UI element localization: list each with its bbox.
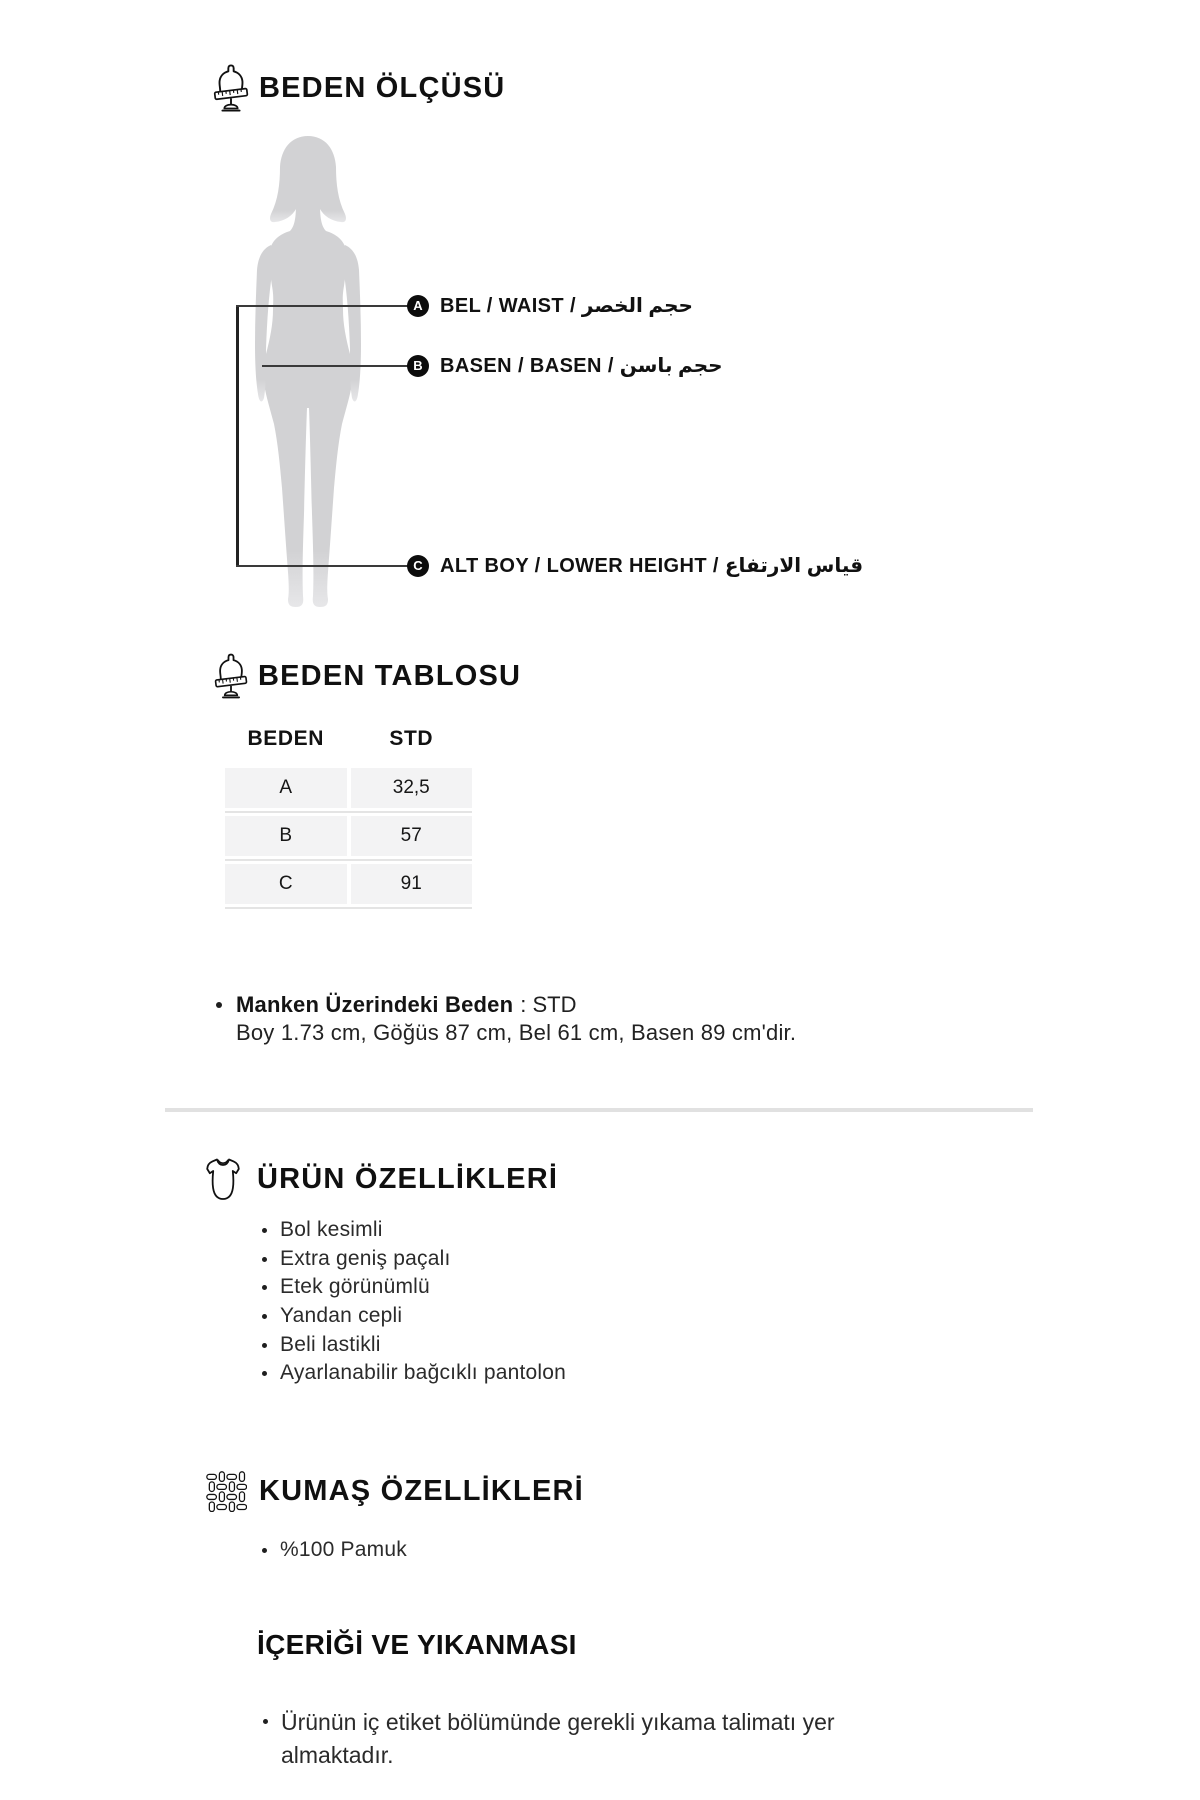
- size-table: [225, 726, 472, 912]
- measure-line-a: [236, 305, 408, 307]
- mannequin-icon: [213, 652, 249, 700]
- bullet-dot: [262, 1228, 267, 1233]
- measure-label-lower-height: ALT BOY / LOWER HEIGHT / قياس الارتفاع: [440, 555, 864, 577]
- bullet-dot: [262, 1343, 267, 1348]
- fabric-features-title: KUMAŞ ÖZELLİKLERİ: [259, 1474, 584, 1507]
- body-silhouette: [246, 134, 370, 608]
- size-guide-header: [212, 63, 505, 113]
- measure-bracket: [236, 306, 239, 567]
- list-item: Beli lastikli: [262, 1331, 566, 1360]
- model-size-note: [216, 990, 796, 1046]
- model-size-label: Manken Üzerindeki Beden: [236, 992, 514, 1017]
- bullet-dot: [263, 1719, 268, 1724]
- care-note: [263, 1706, 935, 1772]
- row-value: 57: [351, 816, 473, 856]
- bullet-dot: [262, 1548, 267, 1553]
- fabric-features-list: [262, 1536, 407, 1565]
- column-header-std: STD: [389, 727, 434, 750]
- bullet-dot: [262, 1371, 267, 1376]
- row-value: 91: [351, 864, 473, 904]
- bullet-dot: [262, 1314, 267, 1319]
- size-table-head: [225, 726, 472, 752]
- row-label: B: [225, 816, 347, 856]
- row-label: A: [225, 768, 347, 808]
- list-item: Yandan cepli: [262, 1302, 566, 1331]
- measure-label-waist: BEL / WAIST / حجم الخصر: [440, 295, 693, 317]
- product-features-title: ÜRÜN ÖZELLİKLERİ: [257, 1162, 559, 1195]
- mannequin-icon: [212, 63, 250, 113]
- product-features-header: [203, 1156, 558, 1202]
- product-features-list: [262, 1216, 566, 1388]
- size-table-header: [213, 652, 521, 700]
- list-item: Ayarlanabilir bağcıklı pantolon: [262, 1359, 566, 1388]
- list-item: Extra geniş paçalı: [262, 1245, 566, 1274]
- section-divider: [165, 1108, 1033, 1112]
- list-item: %100 Pamuk: [262, 1536, 407, 1565]
- table-row: [225, 816, 472, 856]
- row-label: C: [225, 864, 347, 904]
- size-table-title: BEDEN TABLOSU: [258, 659, 522, 692]
- bullet-dot: [262, 1257, 267, 1262]
- table-row: [225, 768, 472, 808]
- model-size-value: : STD: [520, 992, 577, 1017]
- bullet-dot: [216, 1002, 222, 1008]
- measure-label-basen: BASEN / BASEN / حجم باسن: [440, 355, 723, 377]
- row-value: 32,5: [351, 768, 473, 808]
- care-title: İÇERİĞİ VE YIKANMASI: [257, 1629, 577, 1660]
- fabric-features-header: [205, 1470, 584, 1512]
- marker-a: A: [407, 295, 429, 317]
- list-item: Bol kesimli: [262, 1216, 566, 1245]
- care-text: Ürünün iç etiket bölümünde gerekli yıkama talimatı yer almaktadır.: [281, 1709, 835, 1768]
- list-item: Etek görünümlü: [262, 1273, 566, 1302]
- model-size-line: [216, 990, 796, 1020]
- tshirt-icon: [203, 1156, 243, 1202]
- measure-line-c: [236, 565, 408, 567]
- marker-c: C: [407, 555, 429, 577]
- table-row: [225, 864, 472, 904]
- measure-line-b: [262, 365, 408, 367]
- size-guide-title: BEDEN ÖLÇÜSÜ: [259, 71, 506, 104]
- model-measurements: Boy 1.73 cm, Göğüs 87 cm, Bel 61 cm, Basen 89 cm'dir.: [236, 1020, 797, 1045]
- column-header-beden: BEDEN: [247, 727, 324, 750]
- marker-b: B: [407, 355, 429, 377]
- bullet-dot: [262, 1285, 267, 1290]
- fabric-weave-icon: [205, 1470, 247, 1512]
